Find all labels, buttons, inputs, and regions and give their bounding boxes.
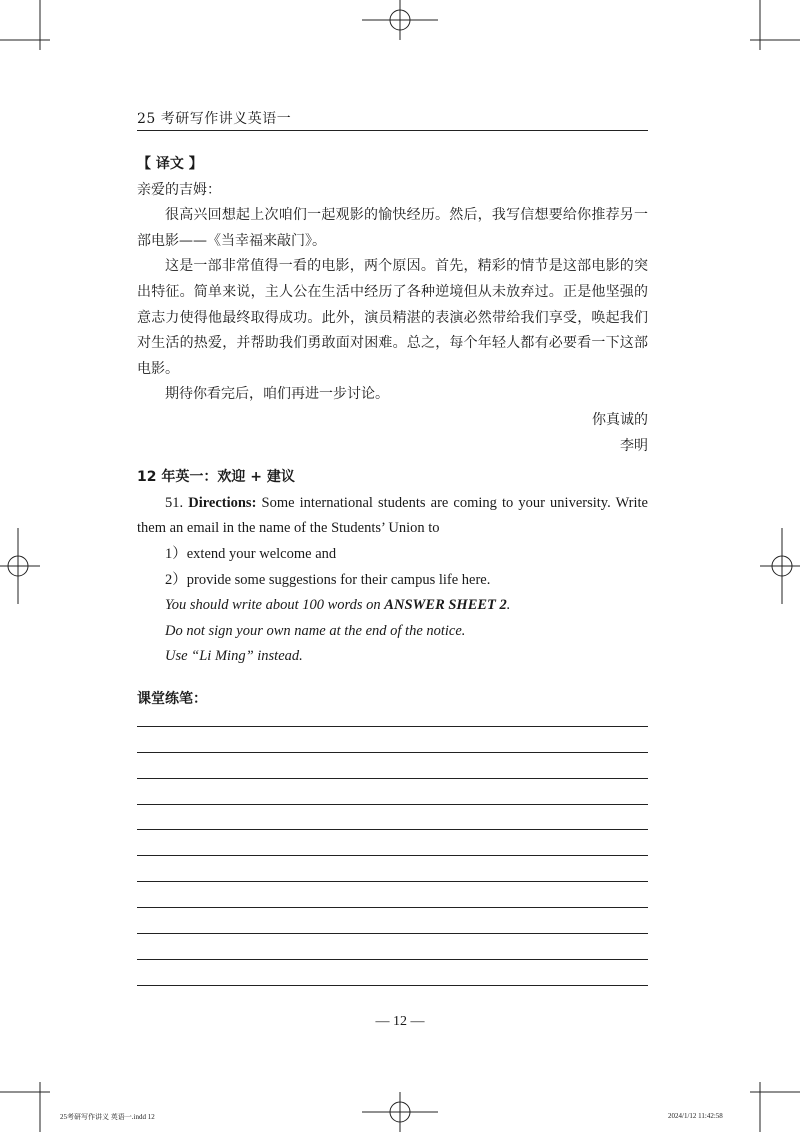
writing-line bbox=[137, 753, 648, 779]
closing: 你真诚的 bbox=[592, 411, 648, 428]
slug-file-info: 25考研写作讲义 英语一.indd 12 bbox=[60, 1113, 155, 1121]
writing-lines bbox=[137, 701, 648, 986]
page-number: — 12 — bbox=[375, 1014, 425, 1029]
salutation: 亲爱的吉姆： bbox=[137, 181, 221, 198]
translation-heading: 【 译文 】 bbox=[137, 156, 203, 172]
translation-paragraph-1: 很高兴回想起上次咱们一起观影的愉快经历。然后，我写信想要给你推荐另一部电影——《当幸福来敲门》。 bbox=[137, 207, 648, 249]
page-body bbox=[137, 152, 648, 670]
instruction-period: . bbox=[506, 597, 511, 614]
directions-paragraph bbox=[137, 491, 648, 542]
translation-paragraph-3: 期待你看完后，咱们再进一步讨论。 bbox=[165, 386, 389, 403]
writing-line bbox=[137, 805, 648, 831]
task-item-2: 2）provide some suggestions for their campus life here. bbox=[165, 571, 491, 588]
instruction-word-count bbox=[137, 593, 648, 619]
writing-line bbox=[137, 882, 648, 908]
writing-line bbox=[137, 779, 648, 805]
writing-line bbox=[137, 934, 648, 960]
directions-text: Some international students are coming to your university. Write them an email in the name of the Students’ Union to bbox=[137, 494, 648, 537]
slug-timestamp: 2024/1/12 11:42:58 bbox=[668, 1112, 723, 1120]
practice-label: 课堂练笔： bbox=[137, 691, 207, 707]
task-heading: 12 年英一：欢迎 + 建议 bbox=[137, 469, 295, 486]
writing-line bbox=[137, 960, 648, 986]
directions-label: Directions: bbox=[188, 494, 257, 511]
instruction-no-sign: Do not sign your own name at the end of the notice. bbox=[165, 622, 466, 639]
writing-line bbox=[137, 701, 648, 727]
instruction-use-name: Use “Li Ming” instead. bbox=[165, 648, 303, 665]
translation-paragraph-2: 这是一部非常值得一看的电影，两个原因。首先，精彩的情节是这部电影的突出特征。简单来说，主人公在生活中经历了各种逆境但从未放弃过。正是他坚强的意志力使得他最终取得成功。此外，演员精湛的表演必然带给我们享受，唤起我们对生活的热爱，并帮助我们勇敢面对困难。总之，每个年轻人都有必要看一下这部电影。 bbox=[137, 258, 648, 377]
instruction-word-count-text: You should write about 100 words on bbox=[165, 597, 385, 614]
answer-sheet-label: ANSWER SHEET 2 bbox=[384, 597, 507, 614]
writing-line bbox=[137, 830, 648, 856]
header-rule bbox=[137, 130, 648, 131]
running-head: 25 考研写作讲义英语一 bbox=[137, 111, 292, 127]
task-item-1: 1）extend your welcome and bbox=[165, 545, 337, 562]
writing-line bbox=[137, 908, 648, 934]
question-number: 51. bbox=[165, 494, 184, 511]
signature: 李明 bbox=[620, 437, 648, 454]
writing-line bbox=[137, 727, 648, 753]
writing-line bbox=[137, 856, 648, 882]
